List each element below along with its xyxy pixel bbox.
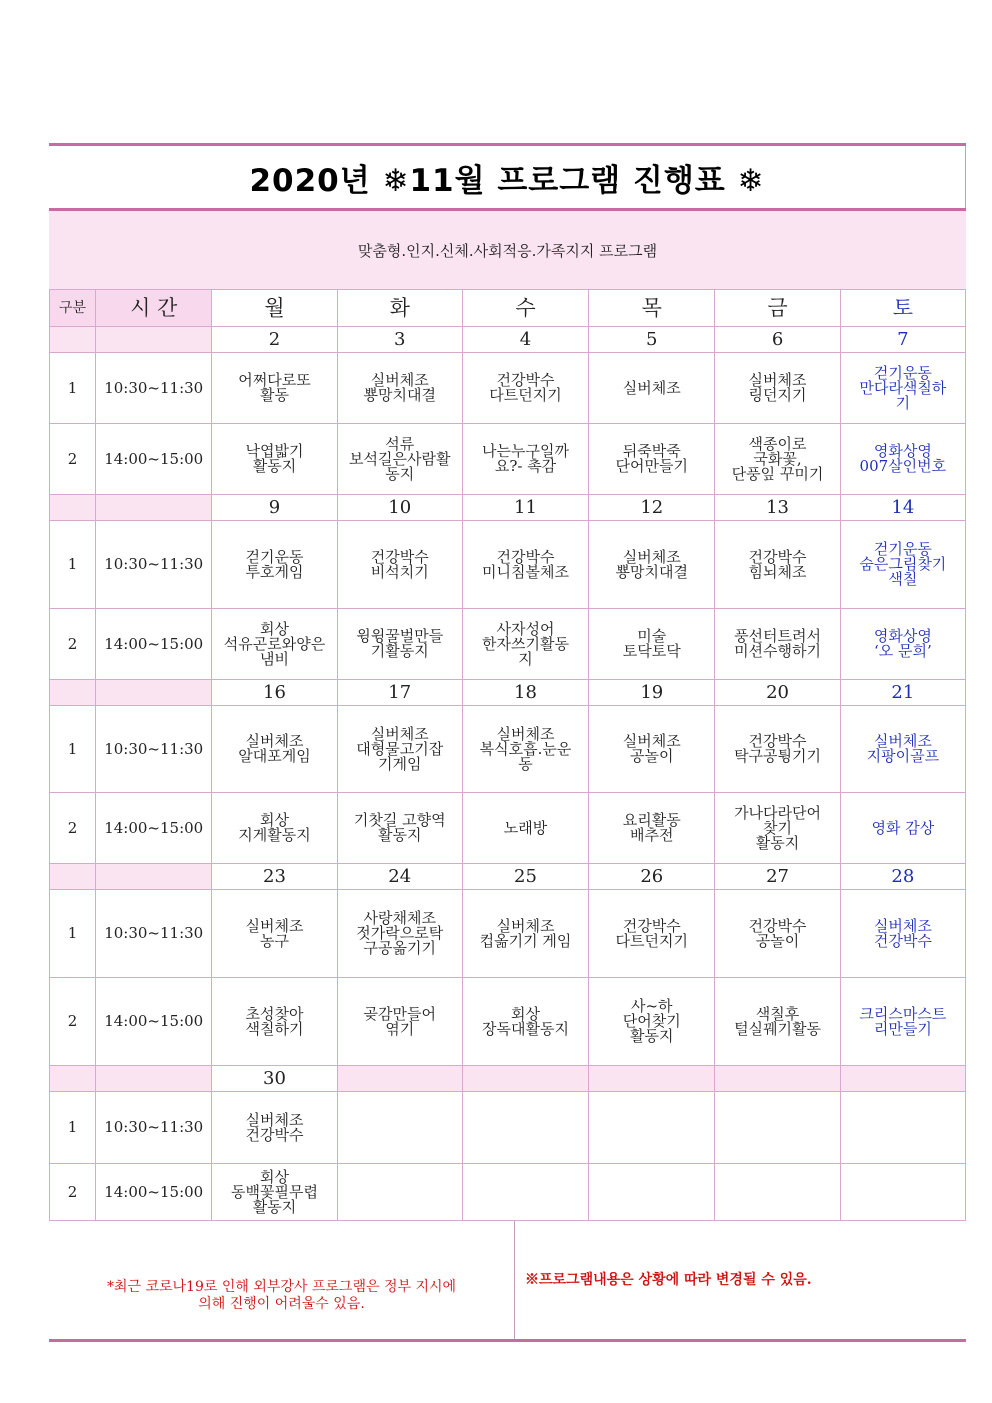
- session-row: [50, 706, 966, 793]
- program-cell-fri: [715, 353, 840, 424]
- program-text: 건강박수 공놀이: [748, 916, 807, 950]
- program-cell-wed: [462, 424, 588, 495]
- date-row-time-blank: [96, 680, 212, 706]
- program-text: 윙윙꿀벌만들 기활동지: [356, 627, 444, 660]
- program-cell-tue: [337, 1092, 462, 1164]
- program-cell-thu: [589, 424, 715, 495]
- program-text: 노래방: [503, 818, 548, 837]
- program-text: 어쩌다로또 활동: [238, 371, 311, 404]
- date-row-time-blank: [96, 495, 212, 521]
- program-text: 요리활동 배추전: [622, 811, 681, 844]
- session-time: 10:30~11:30: [96, 1092, 212, 1164]
- date-row: [50, 1066, 966, 1092]
- session-row: [50, 978, 966, 1066]
- page-subtitle: 맞춤형.인지.신체.사회적응.가족지지 프로그램: [357, 241, 658, 260]
- date-sat: 7: [840, 327, 965, 353]
- program-text: 건강박수 탁구공튕기기: [734, 732, 822, 765]
- program-cell-thu: [589, 890, 715, 978]
- program-cell-fri: [715, 1164, 840, 1221]
- program-cell-thu: [589, 978, 715, 1066]
- schedule-table: [49, 289, 966, 1221]
- date-row-gubun-blank: [50, 680, 96, 706]
- date-row: [50, 864, 966, 890]
- program-cell-tue: [337, 706, 462, 793]
- date-row-gubun-blank: [50, 327, 96, 353]
- program-cell-sat: [840, 521, 965, 609]
- program-cell-tue: [337, 978, 462, 1066]
- session-number: 2: [50, 1164, 96, 1221]
- program-text: 실버체조 건강박수: [245, 1110, 304, 1144]
- date-row-time-blank: [96, 1066, 212, 1092]
- day-header-mon: 월: [212, 290, 337, 327]
- program-text: 기찻길 고향역 활동지: [353, 811, 446, 844]
- program-text: 낙엽밟기 활동지: [245, 442, 304, 475]
- session-row: [50, 609, 966, 680]
- program-cell-sat: [840, 609, 965, 680]
- program-cell-thu: [589, 1164, 715, 1221]
- date-sat: 14: [840, 495, 965, 521]
- date-row: [50, 680, 966, 706]
- program-text: 가나다라단어 찾기 활동지: [734, 803, 822, 852]
- program-text: 실버체조 알대포게임: [238, 732, 311, 765]
- program-text: 실버체조 뿅망치대결: [363, 371, 436, 404]
- schedule-document: [49, 143, 966, 1342]
- session-row: [50, 353, 966, 424]
- program-cell-mon: [212, 890, 337, 978]
- program-cell-thu: [589, 609, 715, 680]
- date-fri: 13: [715, 495, 840, 521]
- program-cell-sat: [840, 706, 965, 793]
- program-cell-thu: [589, 521, 715, 609]
- program-cell-fri: [715, 793, 840, 864]
- date-fri: 20: [715, 680, 840, 706]
- program-cell-wed: [462, 1092, 588, 1164]
- program-cell-thu: [589, 706, 715, 793]
- session-number: 1: [50, 353, 96, 424]
- footer-notes: [49, 1221, 966, 1339]
- program-cell-thu: [589, 1092, 715, 1164]
- session-row: [50, 1164, 966, 1221]
- session-number: 1: [50, 521, 96, 609]
- program-cell-sat: [840, 1092, 965, 1164]
- date-row: [50, 327, 966, 353]
- program-cell-mon: [212, 521, 337, 609]
- program-text: 곶감만들어 엮기: [363, 1004, 436, 1038]
- program-cell-tue: [337, 793, 462, 864]
- session-number: 2: [50, 424, 96, 495]
- program-text: 사자성어 한자쓰기활동 지: [482, 619, 569, 668]
- program-cell-sat: [840, 978, 965, 1066]
- date-wed: 25: [462, 864, 588, 890]
- session-number: 1: [50, 890, 96, 978]
- program-cell-wed: [462, 706, 588, 793]
- program-cell-thu: [589, 793, 715, 864]
- program-text: 영화상영 007살인번호: [859, 442, 947, 475]
- program-cell-tue: [337, 609, 462, 680]
- program-cell-tue: [337, 521, 462, 609]
- program-text: 걷기운동 만다라색칠하 기: [859, 363, 947, 412]
- program-text: 회상 장독대활동지: [482, 1004, 569, 1038]
- program-cell-wed: [462, 1164, 588, 1221]
- date-row-gubun-blank: [50, 495, 96, 521]
- date-row-time-blank: [96, 864, 212, 890]
- program-text: 실버체조 공놀이: [622, 732, 681, 765]
- session-row: [50, 890, 966, 978]
- program-cell-wed: [462, 521, 588, 609]
- day-header-thu: 목: [589, 290, 715, 327]
- program-text: 영화상영 ‘오 문희’: [873, 627, 932, 660]
- day-header-tue: 화: [337, 290, 462, 327]
- session-row: [50, 521, 966, 609]
- program-cell-tue: [337, 353, 462, 424]
- program-text: 건강박수 비석치기: [370, 547, 429, 581]
- program-cell-mon: [212, 424, 337, 495]
- session-time: 14:00~15:00: [96, 1164, 212, 1221]
- session-number: 2: [50, 793, 96, 864]
- program-text: 건강박수 다트던지기: [489, 371, 562, 404]
- bottom-rule: [49, 1339, 966, 1342]
- change-notice: ※프로그램내용은 상황에 따라 변경될 수 있음.: [525, 1272, 812, 1288]
- program-text: 걷기운동 숨은그림찾기 색칠: [859, 540, 947, 588]
- date-tue: 10: [337, 495, 462, 521]
- date-row: [50, 495, 966, 521]
- program-text: 나는누구일까 요?- 촉감: [482, 442, 569, 475]
- date-sat: 21: [840, 680, 965, 706]
- program-text: 색칠후 털실꿰기활동: [734, 1004, 822, 1038]
- date-tue: 3: [337, 327, 462, 353]
- program-text: 색종이로 국화꽃, 단풍잎 꾸미기: [731, 434, 824, 483]
- date-thu: 5: [589, 327, 715, 353]
- date-sat: [840, 1066, 965, 1092]
- session-row: [50, 1092, 966, 1164]
- program-text: 뒤죽박죽 단어만들기: [615, 442, 688, 475]
- program-cell-fri: [715, 424, 840, 495]
- session-number: 2: [50, 978, 96, 1066]
- session-time: 14:00~15:00: [96, 424, 212, 495]
- program-text: 초성찾아 색칠하기: [245, 1004, 304, 1038]
- program-text: 실버체조 뿅망치대결: [615, 547, 688, 581]
- program-cell-mon: [212, 978, 337, 1066]
- program-cell-thu: [589, 353, 715, 424]
- date-row-gubun-blank: [50, 1066, 96, 1092]
- program-text: 실버체조 농구: [245, 916, 304, 950]
- program-cell-sat: [840, 890, 965, 978]
- session-number: 1: [50, 706, 96, 793]
- program-cell-mon: [212, 793, 337, 864]
- date-tue: 24: [337, 864, 462, 890]
- program-cell-mon: [212, 1164, 337, 1221]
- date-wed: 4: [462, 327, 588, 353]
- date-mon: 30: [212, 1066, 337, 1092]
- program-text: 실버체조 대형물고기잡 기게임: [356, 724, 444, 773]
- date-sat: 28: [840, 864, 965, 890]
- date-tue: 17: [337, 680, 462, 706]
- program-cell-mon: [212, 706, 337, 793]
- date-wed: [462, 1066, 588, 1092]
- session-time: 10:30~11:30: [96, 521, 212, 609]
- program-cell-sat: [840, 793, 965, 864]
- session-time: 10:30~11:30: [96, 890, 212, 978]
- program-text: 크리스마스트 리만들기: [859, 1004, 947, 1038]
- header-row: [50, 290, 966, 327]
- date-fri: 27: [715, 864, 840, 890]
- program-cell-wed: [462, 609, 588, 680]
- program-cell-tue: [337, 890, 462, 978]
- program-text: 석류 보석길은사람활 동지: [349, 434, 451, 483]
- date-thu: 26: [589, 864, 715, 890]
- program-text: 풍선터트려서 미션수행하기: [734, 627, 822, 660]
- program-text: 실버체조 복식호흡.눈운 동: [479, 724, 572, 773]
- program-cell-wed: [462, 978, 588, 1066]
- program-cell-fri: [715, 978, 840, 1066]
- session-time: 14:00~15:00: [96, 978, 212, 1066]
- program-cell-sat: [840, 353, 965, 424]
- page-title: 2020년 ❄11월 프로그램 진행표 ❄: [249, 162, 765, 199]
- program-cell-fri: [715, 1092, 840, 1164]
- covid-notice: *최근 코로나19로 인해 외부강사 프로그램은 정부 지시에 의해 진행이 어려울수 있음.: [49, 1221, 515, 1339]
- date-fri: 6: [715, 327, 840, 353]
- program-cell-wed: [462, 353, 588, 424]
- day-header-fri: 금: [715, 290, 840, 327]
- program-text: 회상 동백꽃필무렵 활동지: [231, 1167, 318, 1216]
- session-number: 1: [50, 1092, 96, 1164]
- program-cell-mon: [212, 353, 337, 424]
- date-thu: [589, 1066, 715, 1092]
- program-cell-fri: [715, 890, 840, 978]
- program-text: 사~하 단어찾기 활동지: [622, 997, 681, 1045]
- time-header: 시 간: [96, 290, 212, 327]
- program-cell-wed: [462, 793, 588, 864]
- program-cell-tue: [337, 424, 462, 495]
- program-text: 실버체조 컵옮기기 게임: [479, 916, 572, 950]
- program-text: 실버체조 건강박수: [873, 916, 932, 950]
- date-row-gubun-blank: [50, 864, 96, 890]
- date-mon: 2: [212, 327, 337, 353]
- date-row-time-blank: [96, 327, 212, 353]
- subtitle-bar: [49, 211, 966, 289]
- session-time: 14:00~15:00: [96, 793, 212, 864]
- program-cell-fri: [715, 609, 840, 680]
- program-text: 영화 감상: [871, 818, 935, 837]
- program-cell-wed: [462, 890, 588, 978]
- date-wed: 11: [462, 495, 588, 521]
- date-thu: 19: [589, 680, 715, 706]
- program-cell-sat: [840, 424, 965, 495]
- program-text: 사랑채체조 젓가락으로탁 구공옮기기: [356, 909, 444, 957]
- session-row: [50, 793, 966, 864]
- program-text: 건강박수 힘뇌체조: [748, 547, 807, 581]
- program-cell-tue: [337, 1164, 462, 1221]
- day-header-sat: 토: [840, 290, 965, 327]
- program-text: 실버체조: [622, 378, 681, 397]
- program-cell-mon: [212, 1092, 337, 1164]
- program-text: 건강박수 다트던지기: [615, 916, 688, 950]
- session-number: 2: [50, 609, 96, 680]
- gubun-header: 구분: [50, 290, 96, 327]
- program-text: 걷기운동 투호게임: [245, 547, 304, 581]
- date-tue: [337, 1066, 462, 1092]
- session-row: [50, 424, 966, 495]
- day-header-wed: 수: [462, 290, 588, 327]
- date-mon: 9: [212, 495, 337, 521]
- date-wed: 18: [462, 680, 588, 706]
- session-time: 14:00~15:00: [96, 609, 212, 680]
- program-cell-sat: [840, 1164, 965, 1221]
- program-text: 회상 지게활동지: [238, 811, 311, 844]
- program-cell-fri: [715, 521, 840, 609]
- date-thu: 12: [589, 495, 715, 521]
- program-cell-fri: [715, 706, 840, 793]
- title-bar: [49, 146, 966, 208]
- program-text: 미술 토닥토닥: [622, 627, 681, 660]
- date-mon: 16: [212, 680, 337, 706]
- program-cell-mon: [212, 609, 337, 680]
- date-fri: [715, 1066, 840, 1092]
- program-text: 실버체조 지팡이골프: [866, 732, 940, 765]
- program-text: 건강박수 미니침볼체조: [482, 547, 569, 581]
- date-mon: 23: [212, 864, 337, 890]
- session-time: 10:30~11:30: [96, 706, 212, 793]
- program-text: 회상 석유곤로와양은 냄비: [223, 619, 326, 668]
- session-time: 10:30~11:30: [96, 353, 212, 424]
- program-text: 실버체조 링던지기: [748, 371, 807, 404]
- schedule-body: [50, 327, 966, 1221]
